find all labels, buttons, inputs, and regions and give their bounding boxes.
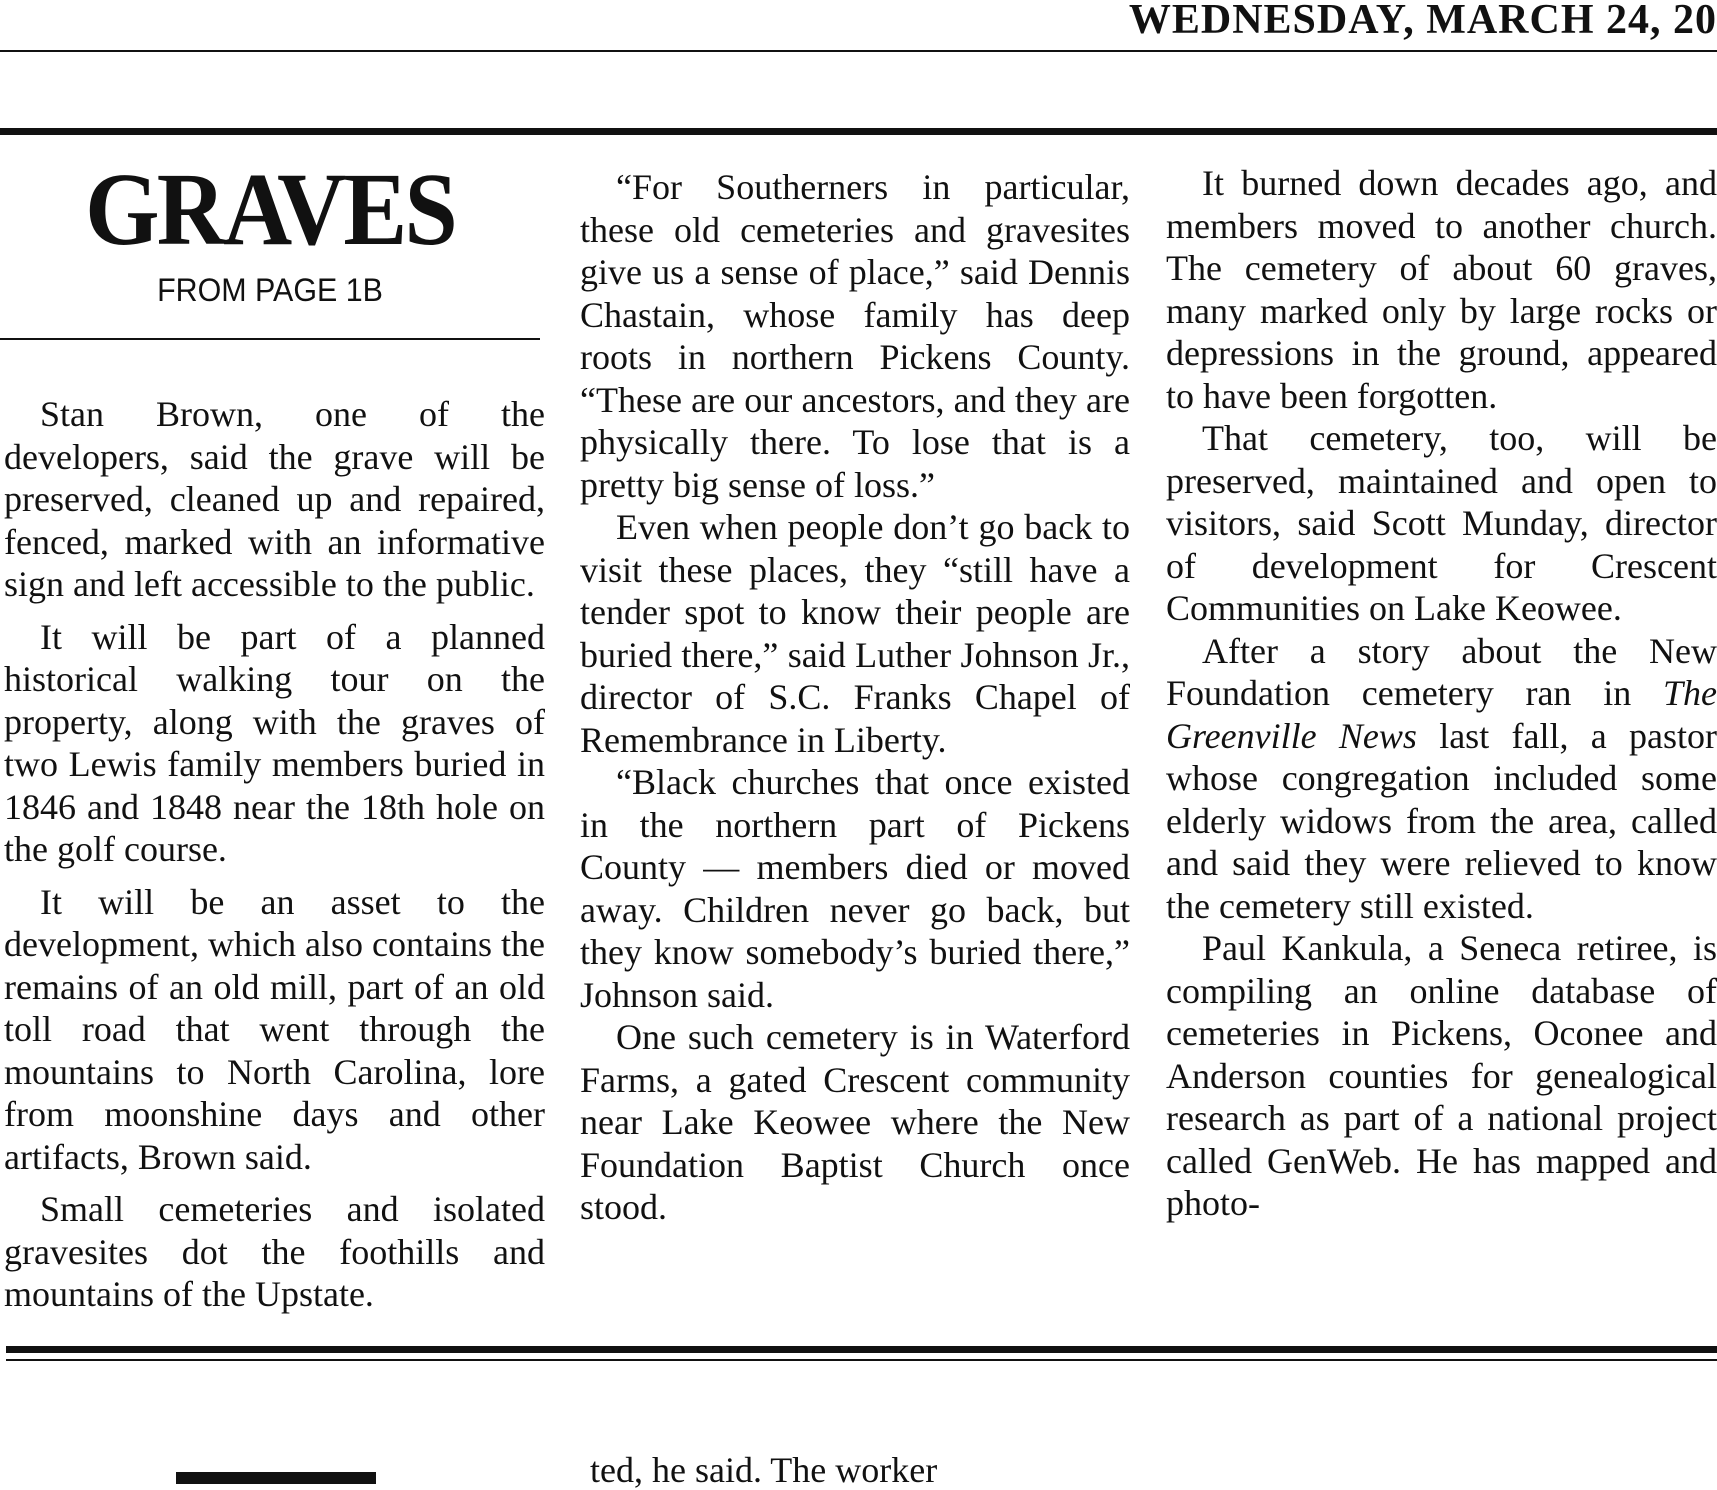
page-dateline: WEDNESDAY, MARCH 24, 20 [1128,0,1717,43]
jump-line: FROM PAGE 1B [157,272,383,308]
top-thick-rule [0,128,1717,135]
text-run: last fall, a pastor whose congregation included some elderly widows from the area, called and said they were relieved to know the cemetery still existed. [1166,715,1717,926]
paragraph: Small cemeteries and isolated gravesites dot the foothills and mountains of the Upstate. [4,1189,545,1314]
article-column-2 [580,166,1130,1229]
paragraph [1166,630,1717,928]
bottom-thin-rule [6,1359,1717,1361]
headline-rule [0,338,540,340]
paragraph: One such cemetery is in Waterford Farms, a gated Crescent community near Lake Keowee where the New Foundation Baptist Church once stood. [580,1017,1130,1227]
headline-block [0,152,540,309]
publication-name: The Greenville News [1166,673,1717,756]
paragraph: Stan Brown, one of the developers, said the grave will be preserved, cleaned up and repaired, fenced, marked with an informative sign and left accessible to the public. [4,394,545,604]
paragraph: “For Southerners in particular, these old cemeteries and gravesites give us a sense of place,” said Dennis Chastain, whose family has deep roots in northern Pickens County. “These are our ancestors, and they are physically there. To lose that is a pretty big sense of loss.” [580,167,1130,505]
bottom-thick-rule [6,1346,1717,1353]
text-run: After a story about the New Foundation cemetery ran in [1166,630,1717,713]
paragraph: It burned down decades ago, and members moved to another church. The cemetery of about 60 graves, many marked only by large rocks or depressions in the ground, appeared to have been forgotten. [1166,163,1717,416]
next-story-fragment: ted, he said. The worker [590,1450,938,1490]
article-headline: GRAVES [85,152,455,267]
paragraph: It will be part of a planned historical walking tour on the property, along with the graves of two Lewis family members buried in 1846 and 1848 near the 18th hole on the golf course. [4,616,545,869]
article-column-3 [1166,162,1717,1225]
paragraph: “Black churches that once existed in the northern part of Pickens County — members died or moved away. Children never go back, but they know somebody’s buried there,” Johnson said. [580,762,1130,1015]
paragraph: That cemetery, too, will be preserved, maintained and open to visitors, said Scott Munday, director of development for Crescent Communities on Lake Keowee. [1166,418,1717,628]
top-thin-rule [0,50,1717,52]
paragraph: Even when people don’t go back to visit these places, they “still have a tender spot to know their people are buried there,” said Luther Johnson Jr., director of S.C. Franks Chapel of Remembrance in Liberty. [580,507,1130,760]
next-headline-fragment [176,1472,376,1484]
paragraph: Paul Kankula, a Seneca retiree, is compiling an online database of cemeteries in Pickens, Oconee and Anderson counties for genealogical research as part of a national project called GenWeb. He has mapped and photo- [1166,928,1717,1223]
paragraph: It will be an asset to the development, which also contains the remains of an old mill, part of an old toll road that went through the mountains to North Carolina, lore from moonshine days and other artifacts, Brown said. [4,881,545,1177]
article-column-1 [4,393,545,1326]
